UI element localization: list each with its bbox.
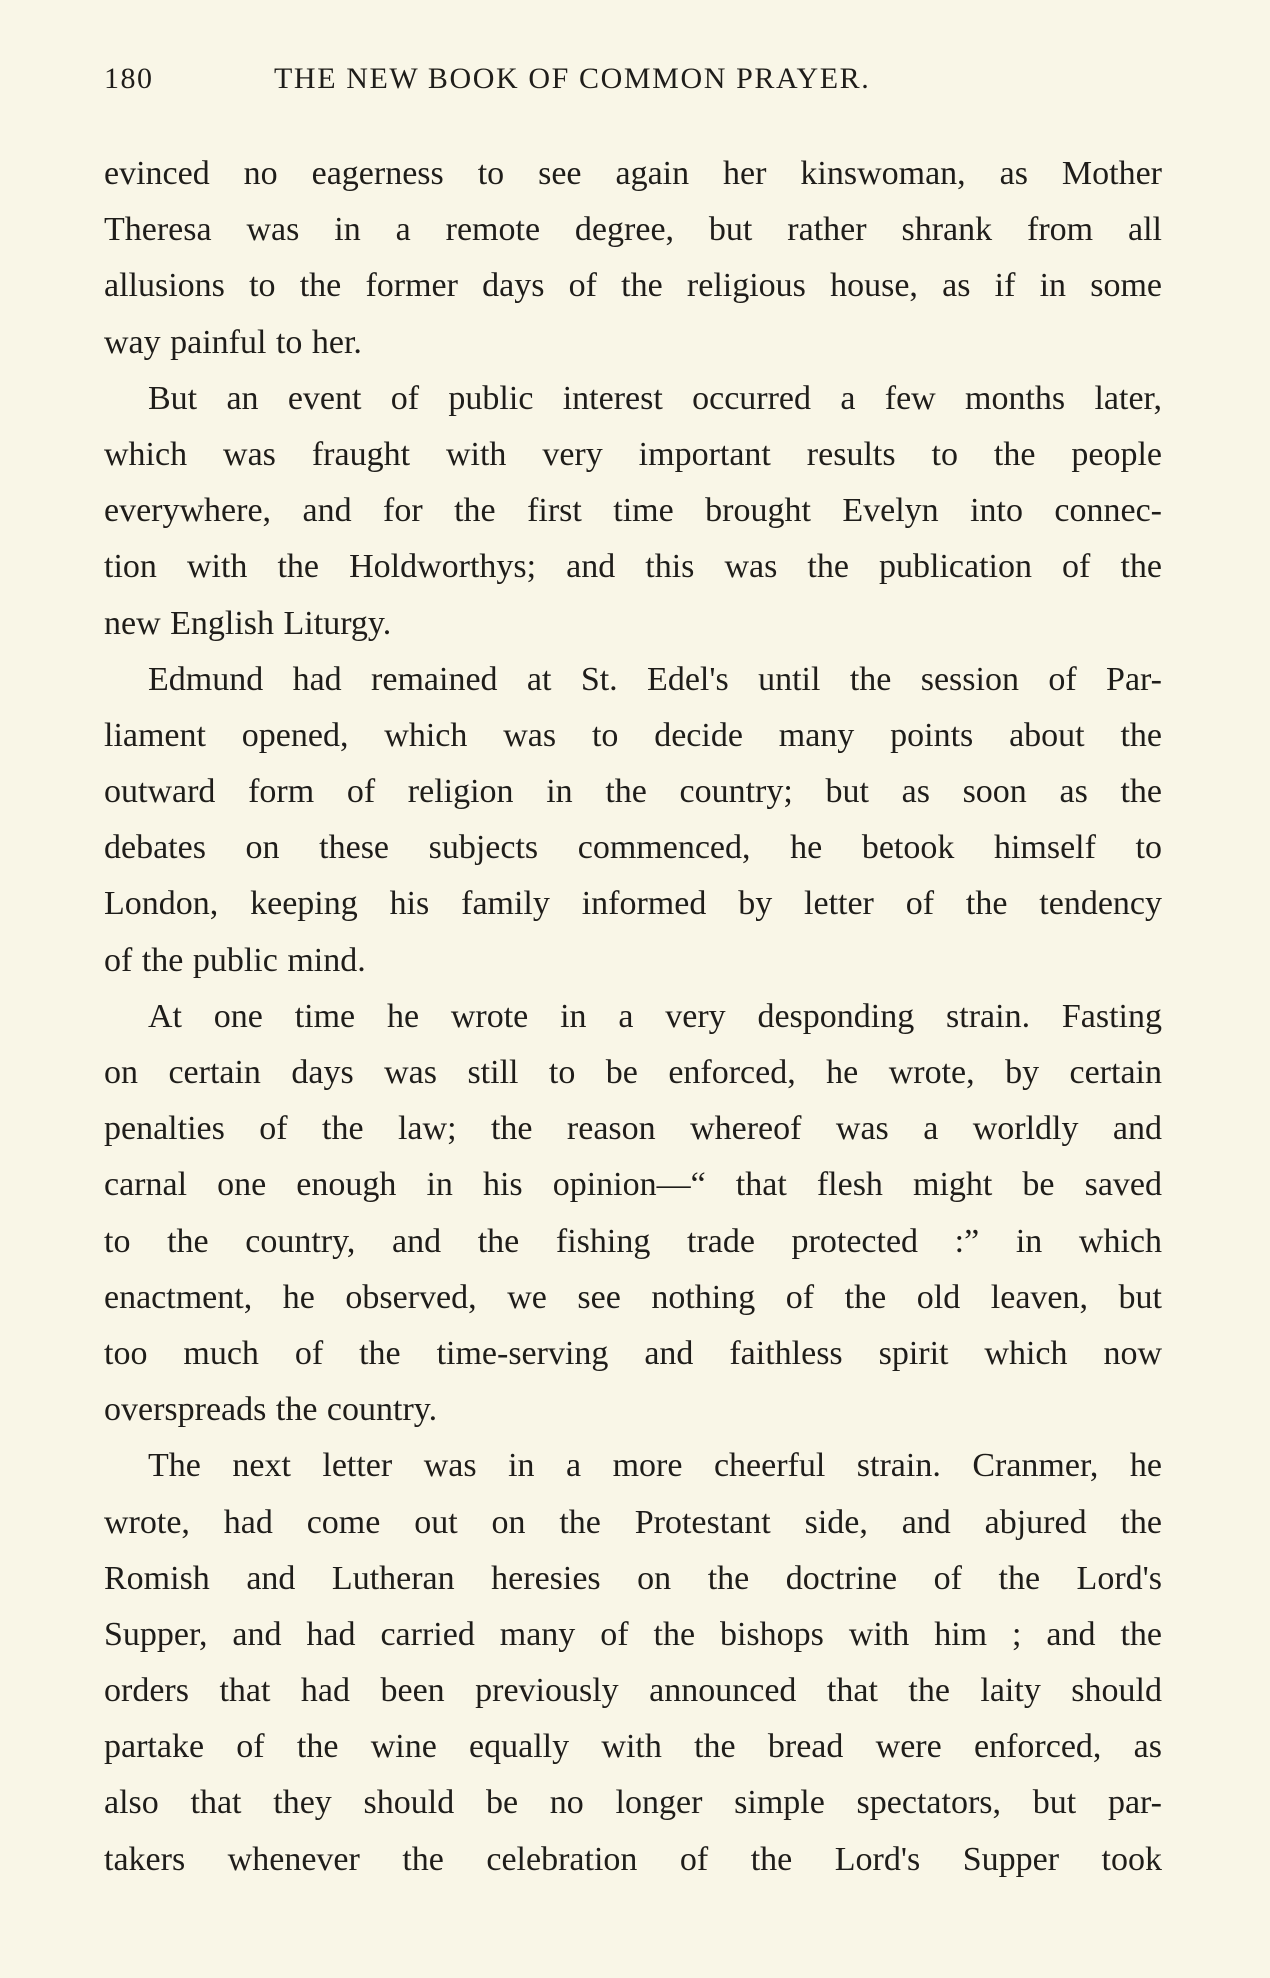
text-line: too much of the time-serving and faithless spirit which now: [104, 1334, 1162, 1372]
text-line: debates on these subjects commenced, he betook himself to: [104, 829, 1162, 867]
paragraph-5: [104, 1438, 1162, 1888]
text-line: At one time he wrote in a very desponding strain. Fasting: [148, 997, 1162, 1035]
text-line: But an event of public interest occurred a few months later,: [148, 379, 1162, 417]
text-line: on certain days was still to be enforced, he wrote, by certain: [104, 1054, 1162, 1091]
page-number: 180: [104, 62, 154, 95]
paragraph-2: [104, 371, 1162, 652]
text-line: Romish and Lutheran heresies on the doctrine of the Lord's: [104, 1559, 1162, 1597]
text-line: Theresa was in a remote degree, but rather shrank from all: [104, 211, 1162, 249]
text-line: Edmund had remained at St. Edel's until the session of Par-: [148, 660, 1162, 698]
paragraph-1: [104, 146, 1162, 371]
text-line: penalties of the law; the reason whereof was a worldly and: [104, 1110, 1162, 1148]
text-line: partake of the wine equally with the bread were enforced, as: [104, 1728, 1162, 1766]
text-line: which was fraught with very important results to the people: [104, 435, 1162, 473]
text-line: London, keeping his family informed by letter of the tendency: [104, 885, 1162, 923]
text-line: overspreads the country.: [104, 1391, 438, 1429]
text-line: evinced no eagerness to see again her kinswoman, as Mother: [104, 155, 1162, 192]
body-text: [104, 146, 1162, 1888]
text-line: allusions to the former days of the religious house, as if in some: [104, 267, 1162, 305]
text-line: way painful to her.: [104, 323, 362, 361]
paragraph-4: [104, 989, 1162, 1439]
text-line: tion with the Holdworthys; and this was the publication of the: [104, 548, 1162, 586]
text-line: everywhere, and for the first time brought Evelyn into connec-: [104, 492, 1162, 530]
paragraph-3: [104, 652, 1162, 989]
text-line: carnal one enough in his opinion—“ that flesh might be saved: [104, 1166, 1162, 1204]
running-header: [104, 62, 1164, 106]
text-line: liament opened, which was to decide many points about the: [104, 716, 1162, 754]
text-line: outward form of religion in the country; but as soon as the: [104, 773, 1162, 811]
text-line: enactment, he observed, we see nothing of the old leaven, but: [104, 1278, 1162, 1316]
text-line: of the public mind.: [104, 941, 366, 979]
running-title: THE NEW BOOK OF COMMON PRAYER.: [274, 62, 871, 95]
text-line: takers whenever the celebration of the Lord's Supper took: [104, 1840, 1162, 1878]
text-line: wrote, had come out on the Protestant side, and abjured the: [104, 1503, 1162, 1541]
text-line: orders that had been previously announced that the laity should: [104, 1672, 1162, 1710]
text-line: Supper, and had carried many of the bishops with him ; and the: [104, 1615, 1162, 1653]
text-line: also that they should be no longer simple spectators, but par-: [104, 1784, 1162, 1822]
text-line: The next letter was in a more cheerful strain. Cranmer, he: [148, 1447, 1162, 1485]
text-line: to the country, and the fishing trade protected :” in which: [104, 1222, 1162, 1260]
text-line: new English Liturgy.: [104, 604, 392, 642]
